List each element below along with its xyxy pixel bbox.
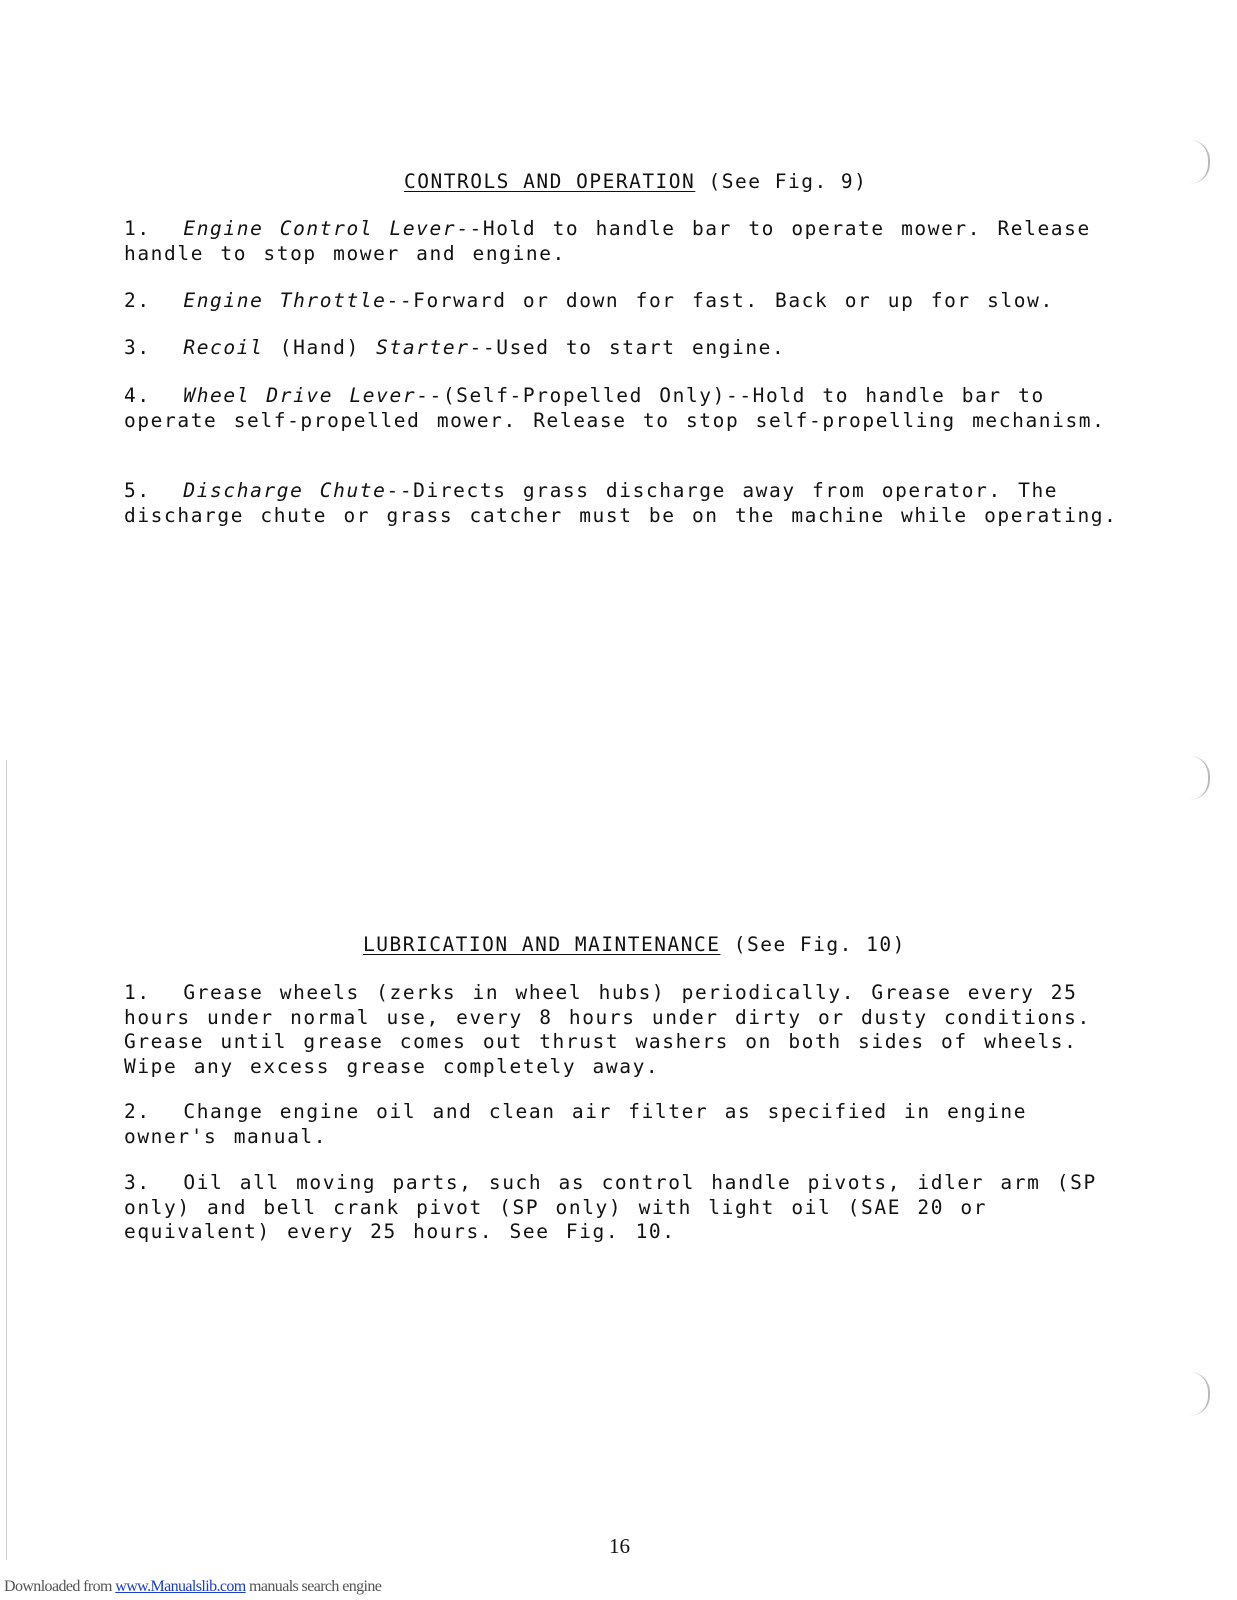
binder-hole-mark: [1190, 140, 1210, 184]
controls-heading: [404, 170, 867, 193]
lubrication-item-1: 1. Grease wheels (zerks in wheel hubs) periodically. Grease every 25 hours under normal use, every 8 hours under dirty or dusty conditions. Grease until grease comes out thrust washers on both sides of wheels. Wipe any excess grease completely away.: [124, 981, 1091, 1078]
controls-figure-ref: (See Fig. 9): [708, 170, 868, 193]
item-term: Starter: [376, 336, 470, 359]
lubrication-figure-ref: (See Fig. 10): [733, 933, 906, 956]
controls-item-2: 2. Engine Throttle--Forward or down for fast. Back or up for slow.: [124, 289, 1054, 312]
lubrication-title: LUBRICATION AND MAINTENANCE: [363, 933, 721, 956]
scan-edge-line: [6, 760, 7, 1560]
manualslib-link[interactable]: www.Manualslib.com: [115, 1578, 246, 1595]
binder-hole-mark: [1190, 756, 1210, 800]
controls-title: CONTROLS AND OPERATION: [404, 170, 696, 193]
controls-item-4: 4. Wheel Drive Lever--(Self-Propelled Only)--Hold to handle bar to operate self-propelled mower. Release to stop self-propelling mechanism.: [124, 384, 1106, 432]
item-term: Discharge Chute: [183, 479, 387, 502]
controls-item-5: 5. Discharge Chute--Directs grass discharge away from operator. The discharge chute or grass catcher must be on the machine while operating.: [124, 479, 1118, 527]
lubrication-item-3: 3. Oil all moving parts, such as control handle pivots, idler arm (SP only) and bell crank pivot (SP only) with light oil (SAE 20 or equivalent) every 25 hours. See Fig. 10.: [124, 1171, 1097, 1243]
lubrication-item-2: 2. Change engine oil and clean air filter as specified in engine owner's manual.: [124, 1100, 1028, 1148]
controls-item-3: 3. Recoil (Hand) Starter--Used to start engine.: [124, 336, 786, 359]
lubrication-heading: [363, 933, 906, 956]
item-term: Engine Control Lever: [183, 217, 457, 240]
item-term: Engine Throttle: [183, 289, 387, 312]
page-number: 16: [609, 1534, 630, 1558]
download-footer: Downloaded from www.Manualslib.com manuals search engine: [4, 1578, 382, 1595]
item-term: Wheel Drive Lever: [183, 384, 417, 407]
controls-item-1: 1. Engine Control Lever--Hold to handle bar to operate mower. Release handle to stop mower and engine.: [124, 217, 1091, 265]
binder-hole-mark: [1190, 1372, 1210, 1416]
item-term: Recoil: [183, 336, 264, 359]
